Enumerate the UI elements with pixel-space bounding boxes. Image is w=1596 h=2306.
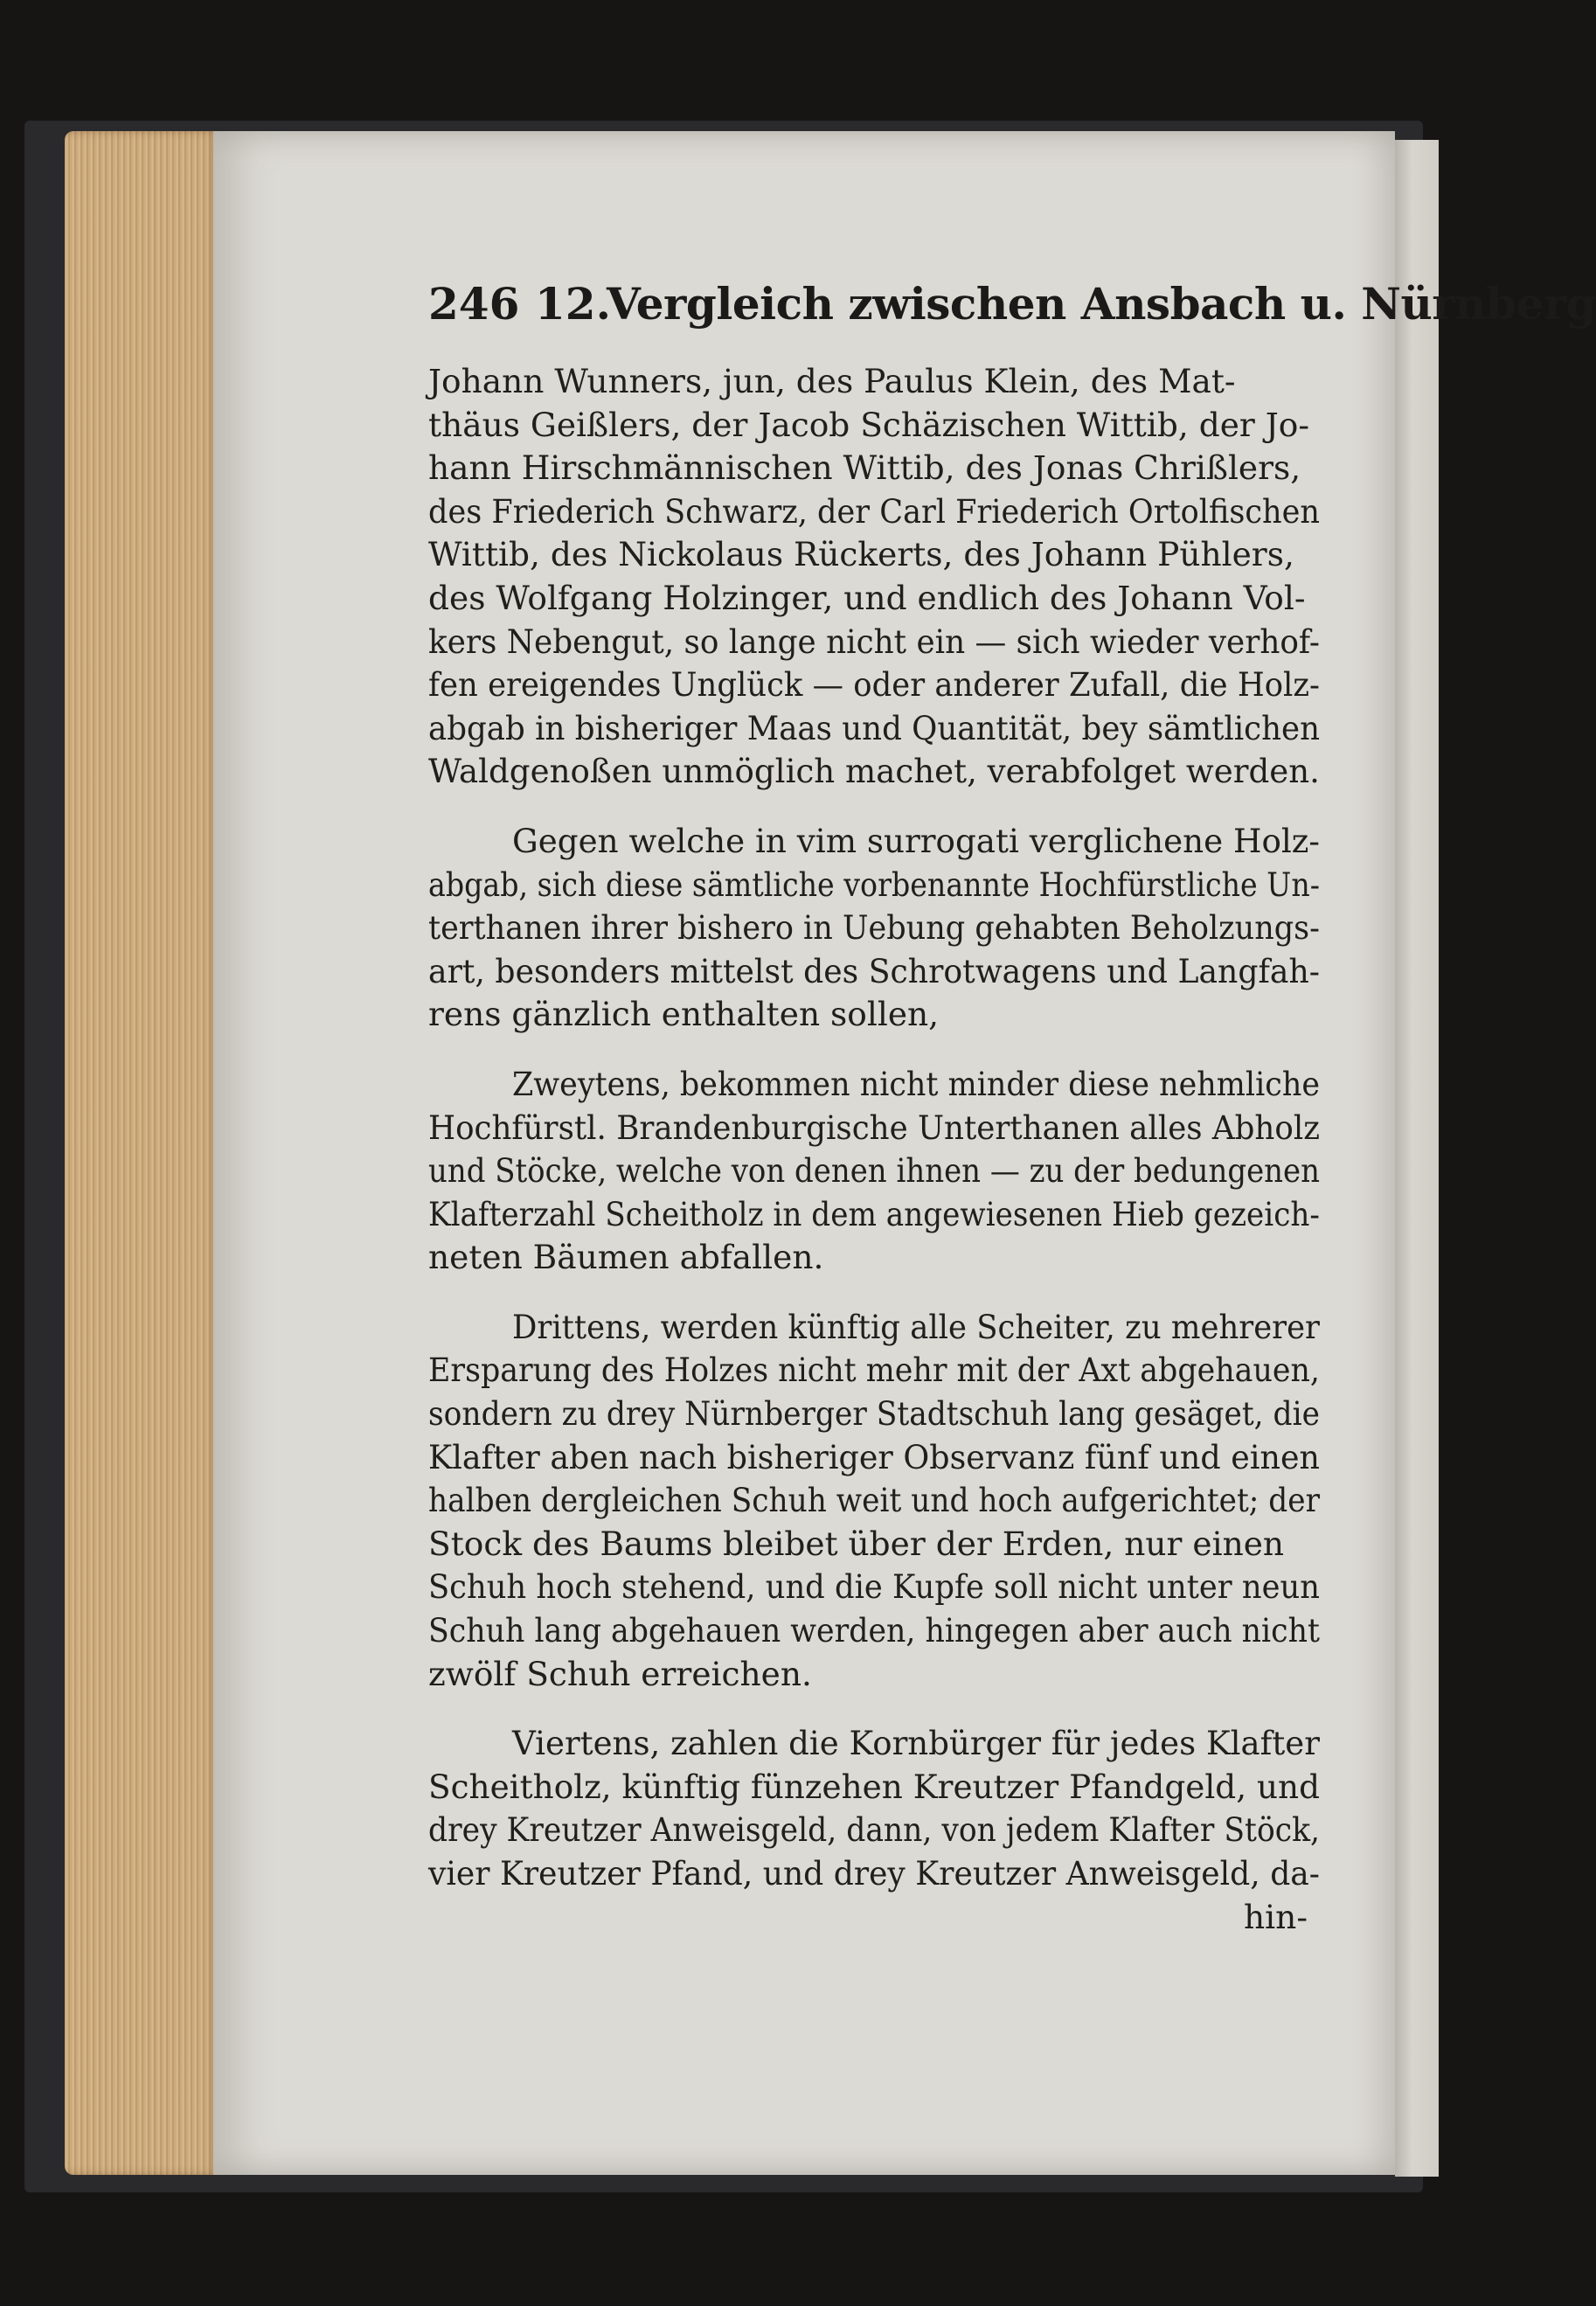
page-number: 246 <box>428 278 520 330</box>
text-line: terthanen ihrer bishero in Uebung gehabten Beholzungs- <box>428 908 1320 948</box>
text-line: abgab in bisheriger Maas und Quantität, bey sämtlichen <box>428 708 1320 747</box>
text-line: art, besonders mittelst des Schrotwagens und Langfah- <box>428 951 1320 990</box>
text-line: Gegen welche in vim surrogati verglichene Holz- <box>512 821 1320 860</box>
paragraph-5 <box>428 1722 1320 1895</box>
text-line: hann Hirschmännischen Wittib, des Jonas Chrißlers, <box>428 448 1301 488</box>
text-line: sondern zu drey Nürnberger Stadtschuh lang gesäget, die <box>428 1394 1320 1434</box>
text-line: Scheitholz, künftig fünzehen Kreutzer Pfandgeld, und <box>428 1767 1320 1806</box>
text-line: drey Kreutzer Anweisgeld, dann, von jedem Klafter Stöck, <box>428 1810 1320 1850</box>
paragraph-2 <box>428 820 1320 1037</box>
text-line: Zweytens, bekommen nicht minder diese nehmliche <box>512 1064 1320 1103</box>
running-title: Vergleich zwischen Ansbach u. Nürnberg <box>607 278 1596 330</box>
paragraph-1 <box>428 360 1320 794</box>
facing-page-edge <box>1395 140 1439 2177</box>
page-block-edges <box>65 131 219 2175</box>
text-line: Wittib, des Nickolaus Rückerts, des Johann Pühlers, <box>428 535 1294 574</box>
text-line: Klafterzahl Scheitholz in dem angewiesenen Hieb gezeich- <box>428 1194 1320 1233</box>
text-line: Johann Wunners, jun, des Paulus Klein, des Mat- <box>428 362 1236 400</box>
text-line: thäus Geißlers, der Jacob Schäzischen Wittib, der Jo- <box>428 405 1310 444</box>
text-line: und Stöcke, welche von denen ihnen — zu der bedungenen <box>428 1151 1320 1191</box>
text-line: Viertens, zahlen die Kornbürger für jedes Klafter <box>512 1724 1320 1763</box>
text-line: Waldgenoßen unmöglich machet, verabfolget werden. <box>428 752 1320 791</box>
text-line: rens gänzlich enthalten sollen, <box>428 995 940 1034</box>
text-line: des Friederich Schwarz, der Carl Friederich Ortolfischen <box>428 491 1320 531</box>
text-line: Drittens, werden künftig alle Scheiter, zu mehrerer <box>512 1307 1320 1346</box>
running-header <box>428 278 1596 339</box>
paragraph-3 <box>428 1063 1320 1280</box>
text-line: zwölf Schuh erreichen. <box>428 1654 812 1693</box>
text-line: Hochfürstl. Brandenburgische Unterthanen alles Abholz <box>428 1108 1320 1147</box>
text-line: fen ereigendes Unglück — oder anderer Zufall, die Holz- <box>428 665 1320 705</box>
text-line: Stock des Baums bleibet über der Erden, nur einen <box>428 1524 1285 1563</box>
text-line: des Wolfgang Holzinger, und endlich des Johann Vol- <box>428 578 1306 617</box>
text-line: Ersparung des Holzes nicht mehr mit der Axt abgehauen, <box>428 1351 1320 1390</box>
text-line: Schuh hoch stehend, und die Kupfe soll nicht unter neun <box>428 1567 1320 1607</box>
text-line: Klafter aben nach bisheriger Observanz fünf und einen <box>428 1437 1320 1476</box>
text-line: neten Bäumen abfallen. <box>428 1238 824 1277</box>
text-line: vier Kreutzer Pfand, und drey Kreutzer Anweisgeld, da- <box>428 1854 1320 1893</box>
text-line: kers Nebengut, so lange nicht ein — sich wieder verhof- <box>428 622 1320 661</box>
text-line: abgab, sich diese sämtliche vorbenannte Hochfürstliche Un- <box>428 865 1320 904</box>
page-body <box>428 360 1320 1939</box>
catchword: hin- <box>1244 1897 1308 1936</box>
text-line: halben dergleichen Schuh weit und hoch aufgerichtet; der <box>428 1481 1320 1520</box>
paragraph-4 <box>428 1306 1320 1696</box>
chapter-number: 12. <box>535 278 611 330</box>
text-line: Schuh lang abgehauen werden, hingegen aber auch nicht <box>428 1611 1320 1650</box>
